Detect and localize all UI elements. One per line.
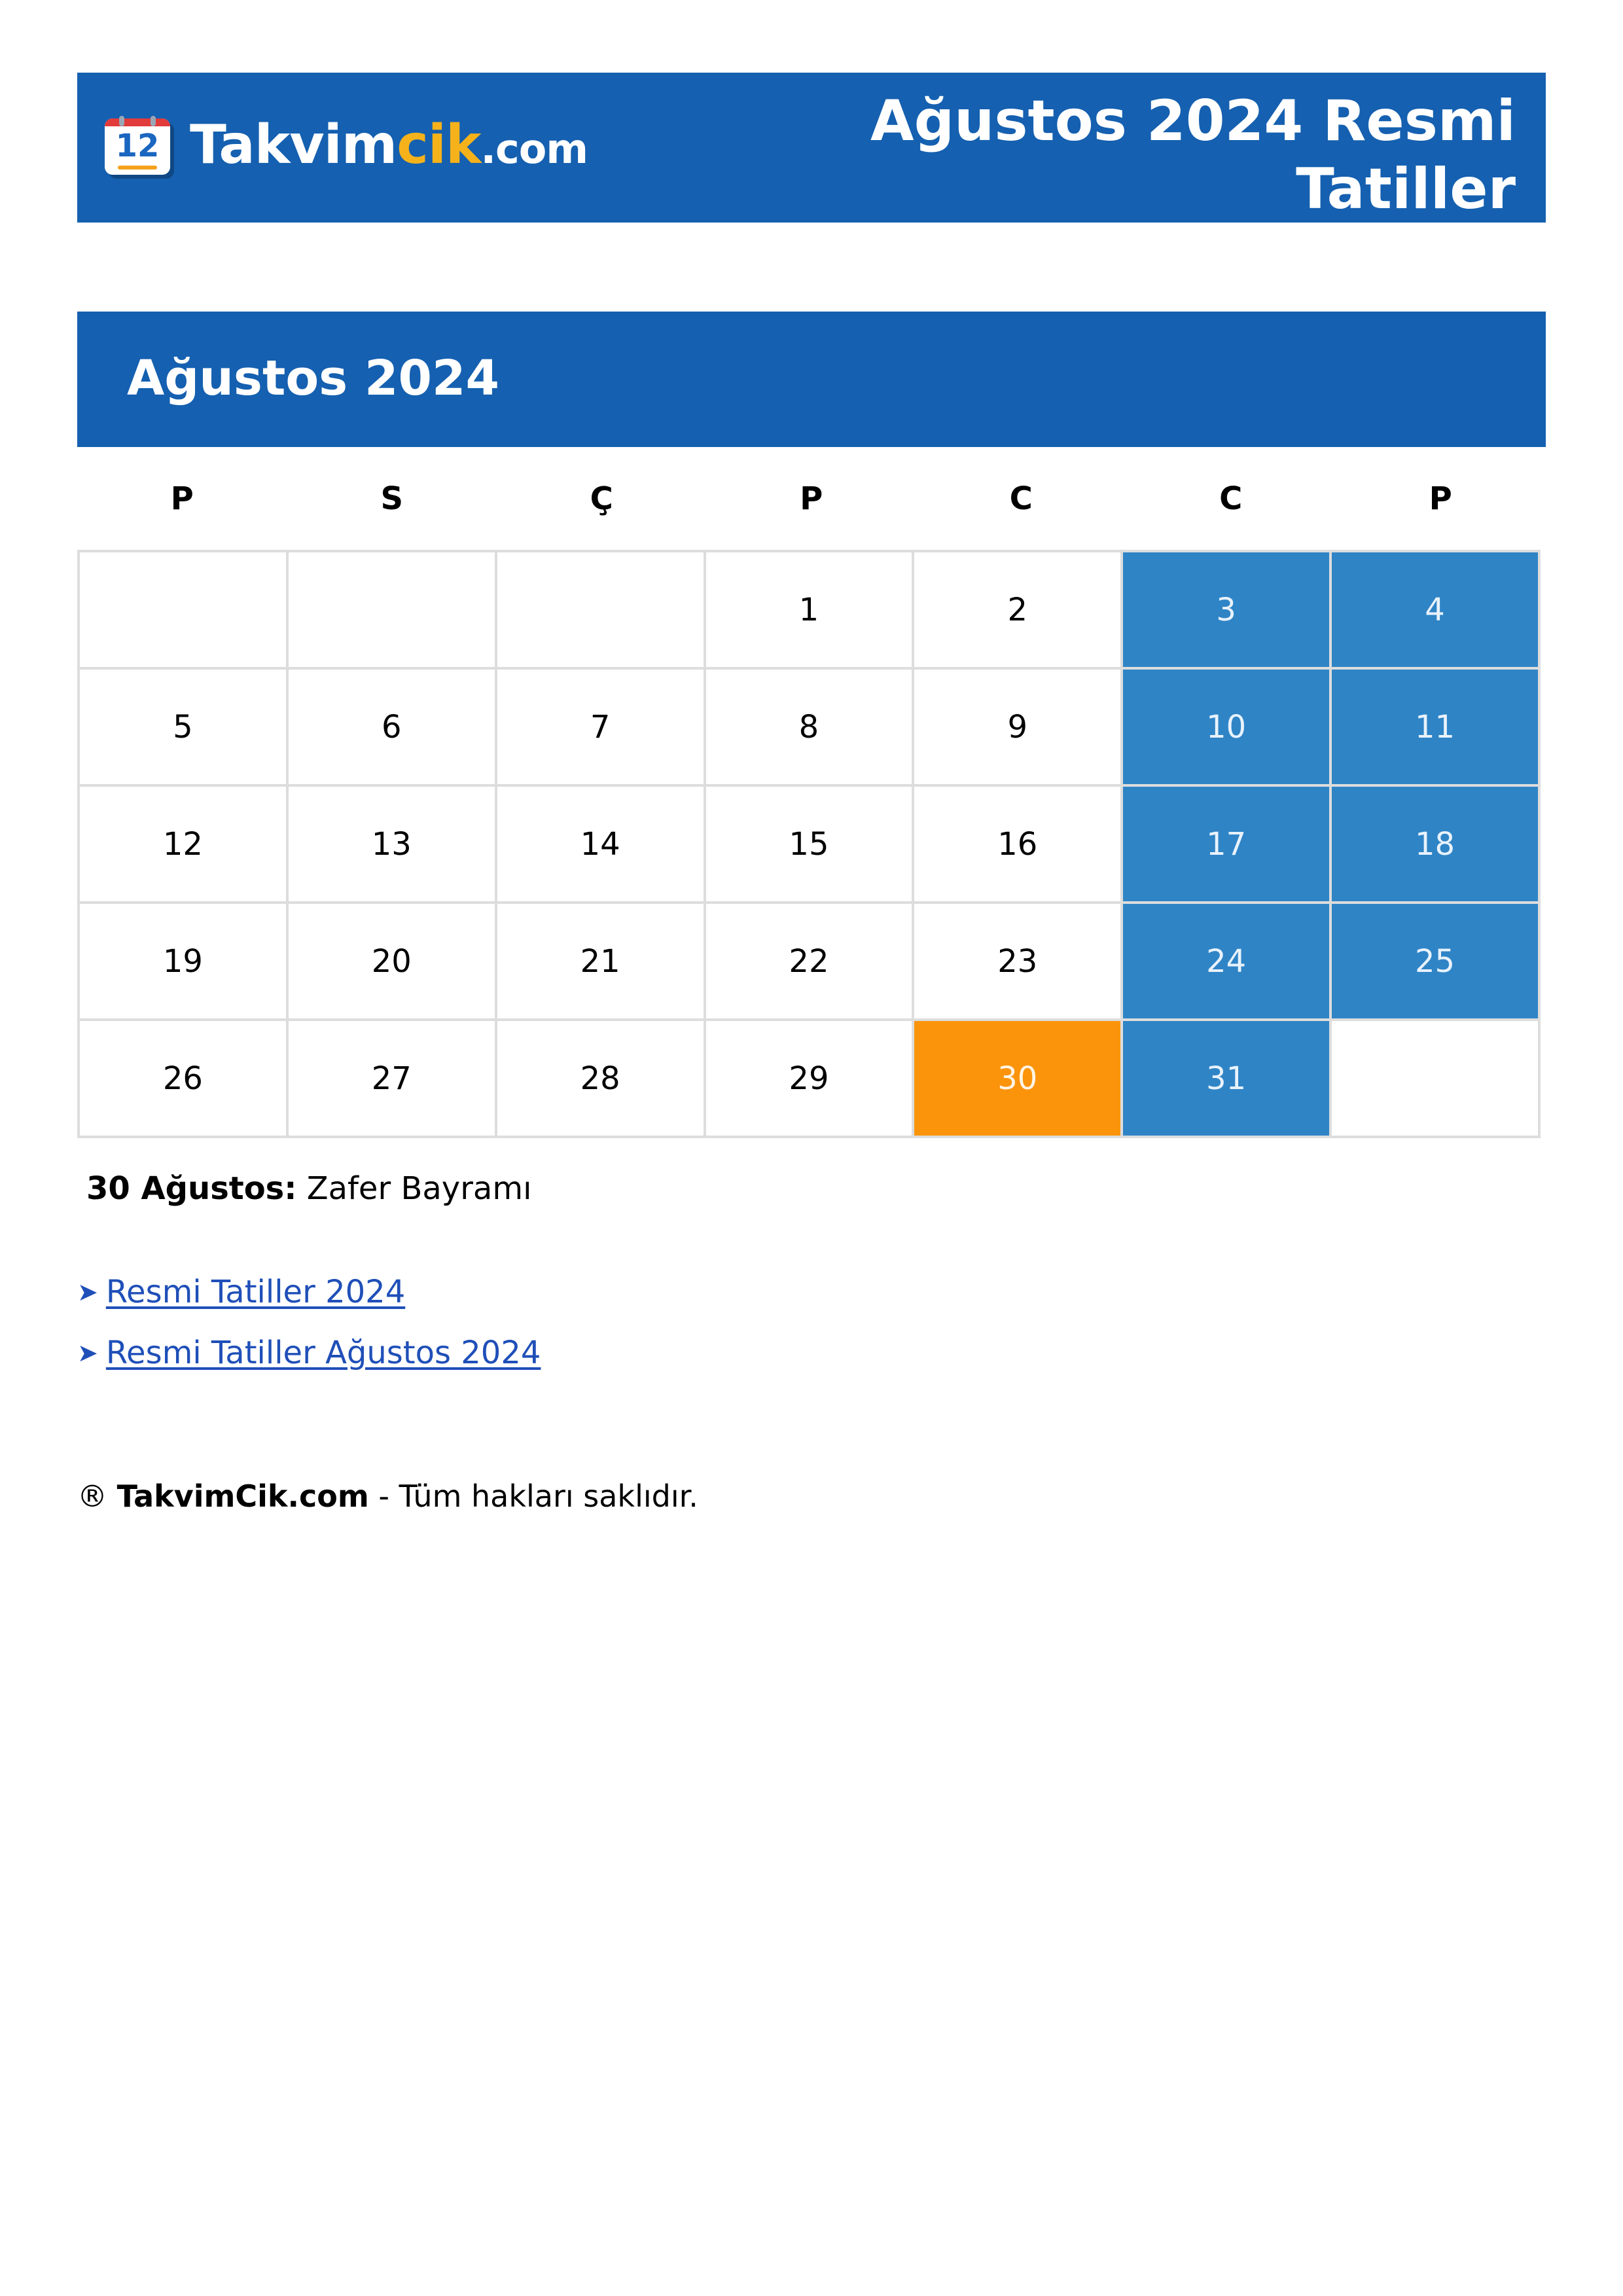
- day-cell-14: 14: [497, 787, 706, 904]
- day-cell-25: 25: [1332, 904, 1541, 1021]
- calendar-icon: [105, 116, 173, 176]
- related-links: [77, 1272, 541, 1394]
- page-header: [77, 73, 1546, 223]
- day-cell-31: 31: [1123, 1021, 1332, 1138]
- page-title: Ağustos 2024 Resmi Tatiller: [870, 88, 1516, 222]
- footer-brand: TakvimCik.com: [116, 1479, 369, 1514]
- day-cell-10: 10: [1123, 670, 1332, 787]
- month-header: [77, 312, 1546, 447]
- arrow-right-icon: ➤: [77, 1338, 98, 1367]
- weekday-label: P: [800, 480, 823, 517]
- calendar-icon-number: 12: [115, 128, 160, 164]
- link-row: [77, 1333, 541, 1394]
- day-cell-26: 26: [80, 1021, 289, 1138]
- weekday-label: P: [1429, 480, 1452, 517]
- link-row: [77, 1272, 541, 1333]
- calendar-grid: [77, 550, 1541, 1138]
- weekday-label: S: [380, 480, 404, 517]
- day-cell-8: 8: [706, 670, 915, 787]
- logo-brand-tld: .com: [480, 124, 588, 173]
- day-cell-21: 21: [497, 904, 706, 1021]
- logo-wordmark: [190, 114, 588, 176]
- day-cell-19: 19: [80, 904, 289, 1021]
- weekday-label: Ç: [590, 480, 613, 517]
- day-cell-23: 23: [914, 904, 1123, 1021]
- day-cell-20: 20: [289, 904, 497, 1021]
- site-logo[interactable]: [105, 105, 588, 184]
- empty-day-cell: [1332, 1021, 1541, 1138]
- day-cell-13: 13: [289, 787, 497, 904]
- day-cell-18: 18: [1332, 787, 1541, 904]
- day-cell-6: 6: [289, 670, 497, 787]
- empty-day-cell: [80, 552, 289, 670]
- link-resmi-tatiller-agustos-2024[interactable]: Resmi Tatiller Ağustos 2024: [105, 1335, 541, 1371]
- weekday-label: C: [1009, 480, 1033, 517]
- footer: [77, 1477, 698, 1516]
- day-cell-17: 17: [1123, 787, 1332, 904]
- footer-copyright: - Tüm hakları saklıdır.: [378, 1479, 698, 1514]
- logo-brand-main: Takvim: [190, 113, 397, 176]
- day-cell-12: 12: [80, 787, 289, 904]
- weekday-label: P: [170, 480, 194, 517]
- day-cell-27: 27: [289, 1021, 497, 1138]
- day-cell-11: 11: [1332, 670, 1541, 787]
- day-cell-9: 9: [914, 670, 1123, 787]
- day-cell-15: 15: [706, 787, 915, 904]
- weekday-label: C: [1219, 480, 1243, 517]
- link-resmi-tatiller-2024[interactable]: Resmi Tatiller 2024: [105, 1274, 406, 1310]
- logo-brand-accent: cik: [397, 113, 481, 176]
- day-cell-4: 4: [1332, 552, 1541, 670]
- day-cell-28: 28: [497, 1021, 706, 1138]
- holiday-name: Zafer Bayramı: [306, 1170, 532, 1207]
- holiday-date: 30 Ağustos:: [86, 1170, 297, 1207]
- holiday-note: [86, 1169, 531, 1208]
- empty-day-cell: [289, 552, 497, 670]
- registered-symbol: ®: [77, 1479, 107, 1514]
- day-cell-5: 5: [80, 670, 289, 787]
- day-cell-24: 24: [1123, 904, 1332, 1021]
- month-title: Ağustos 2024: [127, 350, 499, 406]
- day-cell-1: 1: [706, 552, 915, 670]
- empty-day-cell: [497, 552, 706, 670]
- day-cell-3: 3: [1123, 552, 1332, 670]
- weekday-header: [77, 473, 1546, 525]
- arrow-right-icon: ➤: [77, 1278, 98, 1306]
- day-cell-22: 22: [706, 904, 915, 1021]
- day-cell-30: 30: [914, 1021, 1123, 1138]
- day-cell-7: 7: [497, 670, 706, 787]
- day-cell-29: 29: [706, 1021, 915, 1138]
- day-cell-16: 16: [914, 787, 1123, 904]
- day-cell-2: 2: [914, 552, 1123, 670]
